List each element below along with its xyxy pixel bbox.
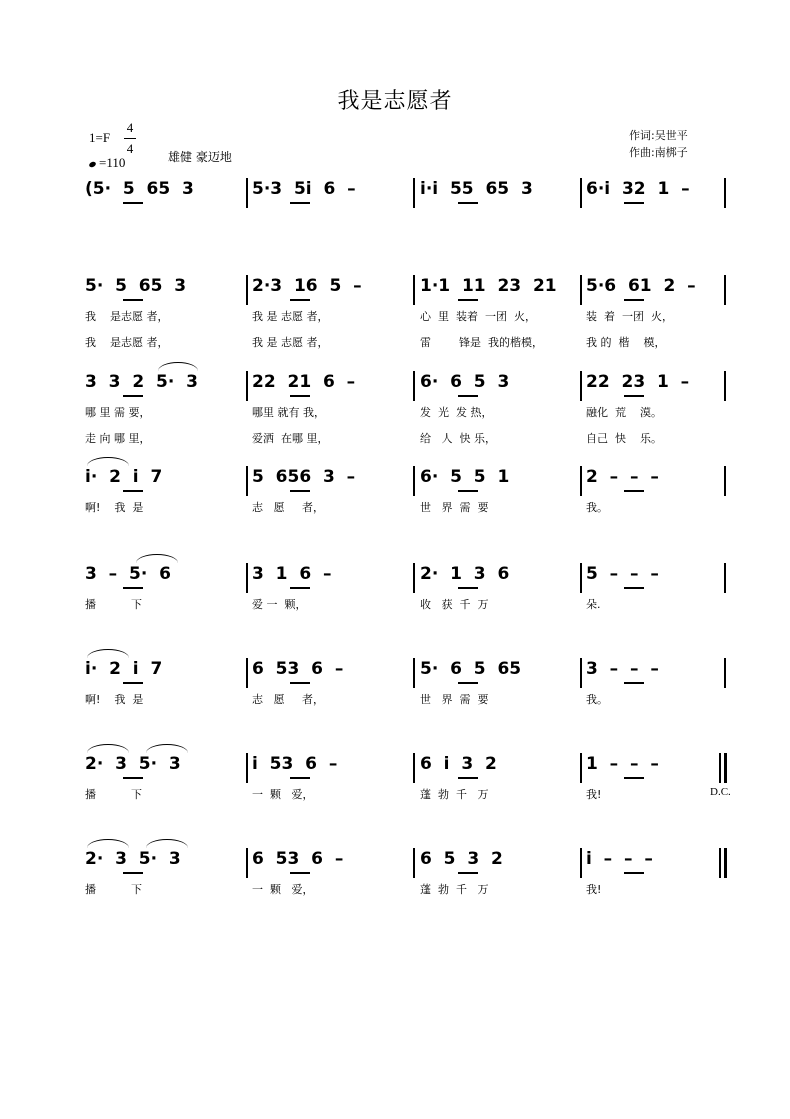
time-signature <box>124 119 136 158</box>
score-row <box>0 845 790 935</box>
lyric-line-1: 我! <box>586 883 602 896</box>
beam-underline <box>624 777 644 779</box>
lyric-line-2: 自己 快 乐。 <box>586 432 662 445</box>
lyric-line-1: 播 下 <box>85 598 142 611</box>
end-barline <box>724 371 726 401</box>
lyric-line-2: 我 是志愿 者， <box>85 336 169 349</box>
barline <box>246 178 248 208</box>
measure-notes: 5 656 3 – <box>252 467 356 487</box>
da-capo-marking: D.C. <box>710 786 731 798</box>
end-barline <box>724 178 726 208</box>
lyric-line-1: 一 颗 爱， <box>252 788 314 801</box>
barline <box>413 848 415 878</box>
score-row <box>0 272 790 362</box>
lyric-line-2: 我 是 志愿 者， <box>252 336 329 349</box>
time-sig-bottom: 4 <box>126 141 134 156</box>
measure-notes: i 53 6 – <box>252 754 338 774</box>
beam-underline <box>290 490 310 492</box>
barline <box>413 658 415 688</box>
barline <box>580 275 582 305</box>
beam-underline <box>290 299 310 301</box>
measure-notes: 22 23 1 – <box>586 372 690 392</box>
measure-notes: 5·3 5i 6 – <box>252 179 356 199</box>
key-signature: 1=F <box>89 130 111 145</box>
lyric-line-2: 走 向 哪 里， <box>85 432 151 445</box>
slur-mark <box>87 457 129 466</box>
lyric-line-1: 志 愿 者， <box>252 693 324 706</box>
beam-underline <box>458 872 478 874</box>
beam-underline <box>458 202 478 204</box>
measure-notes: 6 i 3 2 <box>420 754 497 774</box>
end-barline <box>724 658 726 688</box>
measure-notes: (5· 5 65 3 <box>85 179 194 199</box>
beam-underline <box>458 682 478 684</box>
tempo-value: =110 <box>99 155 126 170</box>
barline <box>246 466 248 496</box>
end-barline <box>724 563 726 593</box>
lyric-line-1: 我。 <box>586 501 608 514</box>
lyric-line-1: 装 着 一团 火， <box>586 310 673 323</box>
score-row <box>0 368 790 458</box>
beam-underline <box>624 202 644 204</box>
beam-underline <box>624 587 644 589</box>
slur-mark <box>146 839 188 848</box>
barline <box>413 466 415 496</box>
end-barline <box>724 275 726 305</box>
beam-underline <box>458 490 478 492</box>
barline <box>580 178 582 208</box>
measure-notes: 3 – – – <box>586 659 659 679</box>
barline <box>719 753 721 783</box>
barline <box>246 371 248 401</box>
beam-underline <box>290 395 310 397</box>
beam-underline <box>123 872 143 874</box>
barline <box>580 371 582 401</box>
beam-underline <box>123 299 143 301</box>
slur-mark <box>87 744 129 753</box>
slur-mark <box>136 554 178 563</box>
barline <box>413 371 415 401</box>
measure-notes: 5·6 61 2 – <box>586 276 696 296</box>
measure-notes: 5 – – – <box>586 564 659 584</box>
lyric-line-1: 啊! 我 是 <box>85 501 144 514</box>
end-barline <box>724 753 727 783</box>
lyric-line-1: 蓬 勃 千 万 <box>420 788 489 801</box>
lyric-line-2: 爱洒 在哪 里， <box>252 432 329 445</box>
lyric-line-1: 收 获 千 万 <box>420 598 489 611</box>
measure-notes: 6· 6 5 3 <box>420 372 510 392</box>
measure-notes: 22 21 6 – <box>252 372 356 392</box>
beam-underline <box>123 395 143 397</box>
measure-notes: 2 – – – <box>586 467 659 487</box>
beam-underline <box>458 777 478 779</box>
barline <box>246 275 248 305</box>
lyric-line-1: 融化 荒 漠。 <box>586 406 662 419</box>
barline <box>580 466 582 496</box>
quarter-note-icon <box>88 160 96 167</box>
measure-notes: i· 2 i 7 <box>85 467 163 487</box>
measure-notes: 1 – – – <box>586 754 659 774</box>
barline <box>413 753 415 783</box>
barline <box>580 848 582 878</box>
slur-mark <box>158 362 198 371</box>
barline <box>413 275 415 305</box>
time-sig-top: 4 <box>126 120 134 135</box>
lyric-line-1: 世 界 需 要 <box>420 693 489 706</box>
beam-underline <box>624 872 644 874</box>
beam-underline <box>458 587 478 589</box>
measure-notes: 6 5 3 2 <box>420 849 503 869</box>
lyric-line-2: 给 人 快 乐， <box>420 432 496 445</box>
beam-underline <box>290 777 310 779</box>
measure-notes: 2· 3 5· 3 <box>85 849 181 869</box>
barline <box>719 848 721 878</box>
expression-marking: 雄健 豪迈地 <box>168 150 232 164</box>
end-barline <box>724 848 727 878</box>
tempo-marking <box>89 155 125 171</box>
beam-underline <box>290 587 310 589</box>
beam-underline <box>624 299 644 301</box>
end-barline <box>724 466 726 496</box>
slur-mark <box>146 744 188 753</box>
measure-notes: i – – – <box>586 849 653 869</box>
lyric-line-1: 我。 <box>586 693 608 706</box>
beam-underline <box>123 202 143 204</box>
measure-notes: 5· 5 65 3 <box>85 276 187 296</box>
measure-notes: 2· 1 3 6 <box>420 564 510 584</box>
lyric-line-1: 我 是志愿 者， <box>85 310 169 323</box>
lyric-line-1: 啊! 我 是 <box>85 693 144 706</box>
lyric-line-1: 一 颗 爱， <box>252 883 314 896</box>
beam-underline <box>290 202 310 204</box>
beam-underline <box>624 490 644 492</box>
composer-credit: 作曲:南梆子 <box>629 146 688 159</box>
beam-underline <box>123 682 143 684</box>
score-row <box>0 655 790 745</box>
measure-notes: i·i 55 65 3 <box>420 179 533 199</box>
lyric-line-1: 世 界 需 要 <box>420 501 489 514</box>
lyric-line-2: 我 的 楷 模， <box>586 336 666 349</box>
beam-underline <box>624 682 644 684</box>
lyric-line-1: 发 光 发 热， <box>420 406 493 419</box>
song-title: 我是志愿者 <box>337 89 453 114</box>
lyricist-credit: 作词:吴世平 <box>629 129 688 142</box>
score-row <box>0 463 790 553</box>
barline <box>413 178 415 208</box>
measure-notes: 2·3 16 5 – <box>252 276 362 296</box>
lyric-line-1: 志 愿 者， <box>252 501 324 514</box>
barline <box>580 563 582 593</box>
lyric-line-1: 我! <box>586 788 602 801</box>
barline <box>246 753 248 783</box>
lyric-line-1: 蓬 勃 千 万 <box>420 883 489 896</box>
lyric-line-1: 我 是 志愿 者， <box>252 310 329 323</box>
beam-underline <box>290 872 310 874</box>
beam-underline <box>624 395 644 397</box>
beam-underline <box>123 587 143 589</box>
measure-notes: 6· 5 5 1 <box>420 467 510 487</box>
barline <box>246 563 248 593</box>
measure-notes: 3 3 2 5· 3 <box>85 372 198 392</box>
beam-underline <box>458 299 478 301</box>
slur-mark <box>87 649 129 658</box>
slur-mark <box>87 839 129 848</box>
lyric-line-1: 哪里 就有 我， <box>252 406 325 419</box>
score-row <box>0 175 790 265</box>
lyric-line-1: 朵. <box>586 598 601 611</box>
measure-notes: 3 1 6 – <box>252 564 332 584</box>
score-row <box>0 750 790 840</box>
barline <box>246 658 248 688</box>
beam-underline <box>290 682 310 684</box>
beam-underline <box>123 490 143 492</box>
beam-underline <box>458 395 478 397</box>
barline <box>580 658 582 688</box>
lyric-line-1: 爱 一 颗， <box>252 598 307 611</box>
measure-notes: 6 53 6 – <box>252 849 344 869</box>
barline <box>246 848 248 878</box>
lyric-line-1: 哪 里 需 要， <box>85 406 151 419</box>
lyric-line-2: 雷 锋是 我的楷模， <box>420 336 543 349</box>
score-row <box>0 560 790 650</box>
measure-notes: 6·i 32 1 – <box>586 179 690 199</box>
barline <box>580 753 582 783</box>
measure-notes: 5· 6 5 65 <box>420 659 522 679</box>
lyric-line-1: 播 下 <box>85 883 142 896</box>
measure-notes: 1·1 11 23 21 <box>420 276 557 296</box>
barline <box>413 563 415 593</box>
measure-notes: 3 – 5· 6 <box>85 564 171 584</box>
measure-notes: 6 53 6 – <box>252 659 344 679</box>
beam-underline <box>123 777 143 779</box>
lyric-line-1: 心 里 装着 一团 火， <box>420 310 536 323</box>
measure-notes: i· 2 i 7 <box>85 659 163 679</box>
lyric-line-1: 播 下 <box>85 788 142 801</box>
measure-notes: 2· 3 5· 3 <box>85 754 181 774</box>
